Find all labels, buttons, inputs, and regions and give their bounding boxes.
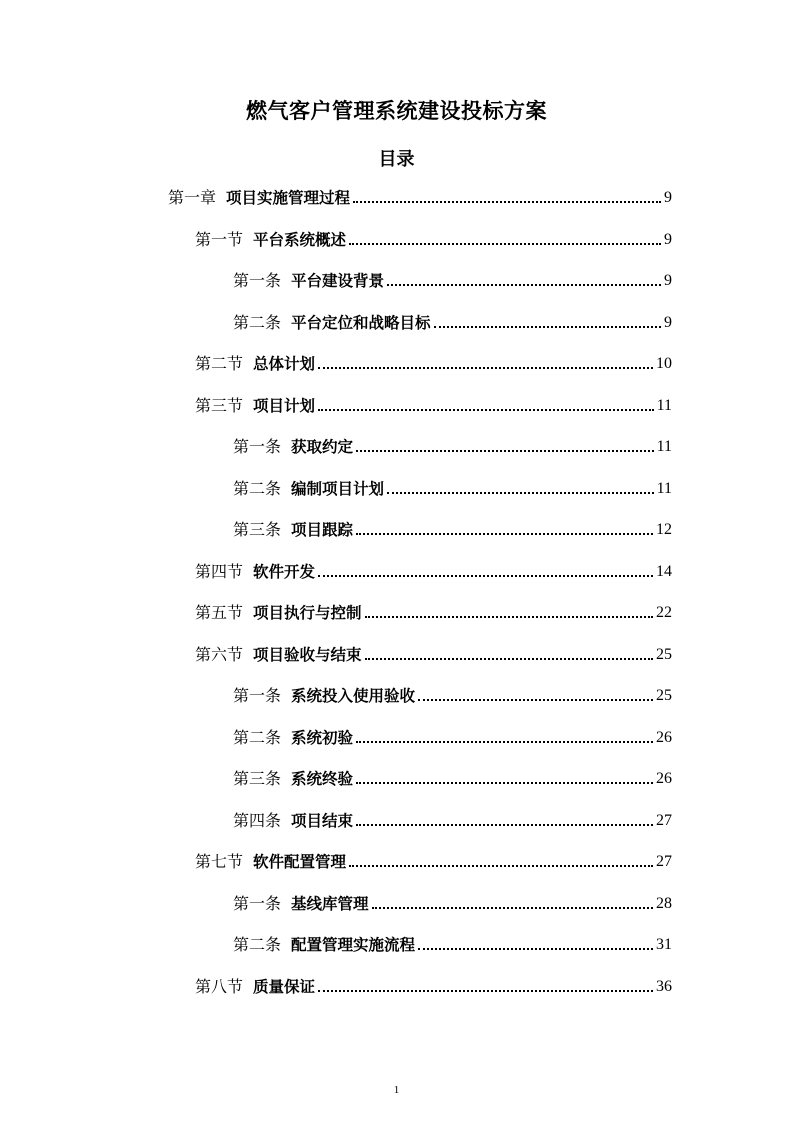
toc-entry-number: 第二条 xyxy=(233,313,282,332)
toc-entry-number: 第五节 xyxy=(195,603,244,622)
toc-entry-page: 11 xyxy=(656,480,672,497)
toc-entry-title: 项目结束 xyxy=(291,812,354,830)
toc-entry[interactable] xyxy=(233,309,672,333)
toc-entry[interactable] xyxy=(168,184,672,208)
toc-entry-number: 第六节 xyxy=(195,645,244,664)
toc-dot-leader xyxy=(356,782,653,784)
toc-entry-page: 22 xyxy=(656,604,672,621)
toc-entry-title: 平台定位和战略目标 xyxy=(291,314,431,332)
toc-entry-number: 第二条 xyxy=(233,728,282,747)
toc-entry-title: 基线库管理 xyxy=(291,895,369,913)
toc-entry[interactable] xyxy=(233,724,672,748)
toc-dot-leader xyxy=(418,948,653,950)
toc-entry-number: 第一条 xyxy=(233,894,282,913)
toc-entry-page: 26 xyxy=(656,729,672,746)
toc-entry-page: 36 xyxy=(656,978,672,995)
toc-dot-leader xyxy=(356,741,653,743)
toc-entry-number: 第七节 xyxy=(195,852,244,871)
toc-entry[interactable] xyxy=(195,226,672,250)
toc-entry-title: 项目计划 xyxy=(253,397,316,415)
toc-entry[interactable] xyxy=(233,765,672,789)
toc-dot-leader xyxy=(318,367,653,369)
toc-entry[interactable] xyxy=(195,392,672,416)
toc-entry-title: 平台建设背景 xyxy=(291,272,385,290)
toc-dot-leader xyxy=(434,326,661,328)
toc-entry-number: 第三节 xyxy=(195,396,244,415)
toc-entry-number: 第二条 xyxy=(233,935,282,954)
toc-entry-page: 12 xyxy=(656,521,672,538)
toc-entry[interactable] xyxy=(233,267,672,291)
toc-entry-page: 31 xyxy=(656,936,672,953)
toc-entry-number: 第三条 xyxy=(233,769,282,788)
toc-entry-number: 第四节 xyxy=(195,562,244,581)
toc-entry-number: 第一条 xyxy=(233,271,282,290)
toc-entry-page: 27 xyxy=(656,812,672,829)
toc-entry-title: 平台系统概述 xyxy=(253,231,347,249)
toc-dot-leader xyxy=(387,492,654,494)
toc-entry-title: 获取约定 xyxy=(291,438,354,456)
toc-entry-number: 第三条 xyxy=(233,520,282,539)
toc-dot-leader xyxy=(387,284,661,286)
toc-entry-page: 9 xyxy=(664,189,672,206)
toc-dot-leader xyxy=(356,533,653,535)
toc-entry-title: 质量保证 xyxy=(253,978,316,996)
toc-entry-page: 28 xyxy=(656,895,672,912)
toc-entry-title: 软件开发 xyxy=(253,563,316,581)
toc-entry[interactable] xyxy=(233,516,672,540)
toc-entry-page: 11 xyxy=(656,397,672,414)
page-number: 1 xyxy=(393,1084,400,1096)
toc-dot-leader xyxy=(349,865,653,867)
toc-entry[interactable] xyxy=(195,558,672,582)
toc-entry-page: 9 xyxy=(664,272,672,289)
toc-dot-leader xyxy=(353,201,661,203)
toc-entry-page: 27 xyxy=(656,853,672,870)
toc-entry[interactable] xyxy=(233,890,672,914)
document-title: 燃气客户管理系统建设投标方案 xyxy=(246,99,547,123)
toc-dot-leader xyxy=(356,450,654,452)
toc-entry-page: 9 xyxy=(664,314,672,331)
toc-dot-leader xyxy=(365,616,653,618)
toc-entry-page: 10 xyxy=(656,355,672,372)
toc-entry-number: 第四条 xyxy=(233,811,282,830)
toc-entry-title: 软件配置管理 xyxy=(253,853,347,871)
toc-entry-title: 系统终验 xyxy=(291,770,354,788)
toc-entry-number: 第一条 xyxy=(233,686,282,705)
toc-entry-page: 26 xyxy=(656,770,672,787)
toc-dot-leader xyxy=(372,907,653,909)
toc-entry-title: 系统投入使用验收 xyxy=(291,687,416,705)
toc-entry-page: 9 xyxy=(664,231,672,248)
toc-entry-number: 第一节 xyxy=(195,230,244,249)
toc-entry[interactable] xyxy=(195,599,672,623)
toc-entry[interactable] xyxy=(195,848,672,872)
toc-entry-title: 项目实施管理过程 xyxy=(226,189,351,207)
toc-entry[interactable] xyxy=(233,433,672,457)
toc-entry[interactable] xyxy=(195,350,672,374)
toc-entry[interactable] xyxy=(233,931,672,955)
toc-entry-number: 第一条 xyxy=(233,437,282,456)
toc-dot-leader xyxy=(349,243,661,245)
toc-entry-title: 配置管理实施流程 xyxy=(291,936,416,954)
toc-entry-number: 第二条 xyxy=(233,479,282,498)
toc-entry-page: 14 xyxy=(656,563,672,580)
toc-dot-leader xyxy=(318,575,653,577)
toc-entry-number: 第八节 xyxy=(195,977,244,996)
toc-dot-leader xyxy=(318,409,654,411)
toc-entry-page: 25 xyxy=(656,646,672,663)
toc-entry-page: 25 xyxy=(656,687,672,704)
toc-entry[interactable] xyxy=(195,641,672,665)
toc-entry[interactable] xyxy=(233,475,672,499)
toc-entry[interactable] xyxy=(195,973,672,997)
toc-entry-title: 总体计划 xyxy=(253,355,316,373)
toc-entry[interactable] xyxy=(233,807,672,831)
toc-entry-title: 系统初验 xyxy=(291,729,354,747)
toc-dot-leader xyxy=(318,990,653,992)
toc-entry-title: 项目执行与控制 xyxy=(253,604,362,622)
toc-entry-number: 第一章 xyxy=(168,188,217,207)
toc-entry-title: 项目跟踪 xyxy=(291,521,354,539)
toc-dot-leader xyxy=(365,658,653,660)
toc-entry-title: 项目验收与结束 xyxy=(253,646,362,664)
toc-entry[interactable] xyxy=(233,682,672,706)
toc-dot-leader xyxy=(356,824,653,826)
toc-entry-title: 编制项目计划 xyxy=(291,480,385,498)
toc-entry-page: 11 xyxy=(656,438,672,455)
toc-dot-leader xyxy=(418,699,653,701)
toc-heading: 目录 xyxy=(378,149,415,170)
toc-entry-number: 第二节 xyxy=(195,354,244,373)
